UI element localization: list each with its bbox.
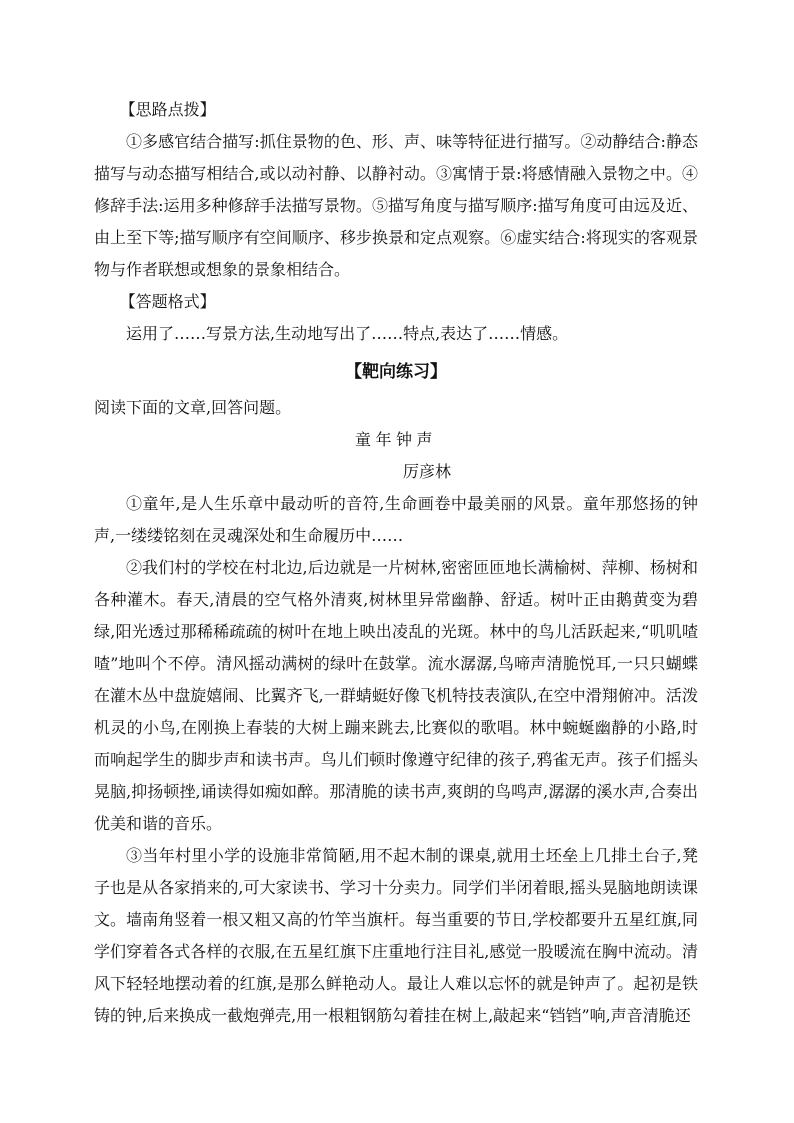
article-author: 厉彦林 [402, 462, 451, 481]
thinking-tips-label: 【思路点拨】 [119, 100, 216, 119]
article-paragraph-2: ②我们村的学校在村北边,后边就是一片树林,密密匝匝地长满榆树、萍柳、杨树和各种灌木。春天,清晨的空气格外清爽,树林里异常幽静、舒适。树叶正由鹅黄变为碧绿,阳光透过那稀稀疏疏的树叶在地上映出凌乱的光斑。林中的鸟儿活跃起来,“叽叽喳喳”地叫个不停。清风摇动满树的绿叶在鼓掌。流水潺潺,鸟啼声清脆悦耳,一只只蝴蝶在灌木丛中盘旋嬉闹、比翼齐飞,一群蜻蜓好像飞机特技表演队,在空中滑翔俯冲。活泼机灵的小鸟,在刚换上春装的大树上蹦来跳去,比赛似的歌唱。林中蜿蜒幽静的小路,时而响起学生的脚步声和读书声。鸟儿们顿时像遵守纪律的孩子,鸦雀无声。孩子们摇头晃脑,抑扬顿挫,诵读得如痴如醉。那清脆的读书声,爽朗的鸟鸣声,潺潺的溪水声,合奏出优美和谐的音乐。 [94, 558, 698, 833]
thinking-tips-text: ①多感官结合描写:抓住景物的色、形、声、味等特征进行描写。②动静结合:静态描写与动态描写相结合,或以动衬静、以静衬动。③寓情于景:将感情融入景物之中。④修辞手法:运用多种修辞手法描写景物。⑤描写角度与描写顺序:描写角度可由远及近、由上至下等;描写顺序有空间顺序、移步换景和定点观察。⑥虚实结合:将现实的客观景物与作者联想或想象的景象相结合。 [94, 132, 698, 279]
answer-format-label: 【答题格式】 [119, 292, 216, 311]
practice-heading: 【靶向练习】 [345, 362, 447, 382]
answer-format-text: 运用了……写景方法,生动地写出了……特点,表达了……情感。 [126, 324, 569, 343]
article-paragraph-3: ③当年村里小学的设施非常简陋,用不起木制的课桌,就用土坯垒上几排土台子,凳子也是从各家捎来的,可大家读书、学习十分卖力。同学们半闭着眼,摇头晃脑地朗读课文。墙南角竖着一根又粗又高的竹竿当旗杆。每当重要的节日,学校都要升五星红旗,同学们穿着各式各样的衣服,在五星红旗下庄重地行注目礼,感觉一股暖流在胸中流动。清风下轻轻地摆动着的红旗,是那么鲜艳动人。最让人难以忘怀的就是钟声了。起初是铁铸的钟,后来换成一截炮弹壳,用一根粗钢筋勾着挂在树上,敲起来“铛铛”响,声音清脆还 [94, 846, 698, 1025]
reading-instruction: 阅读下面的文章,回答问题。 [94, 398, 292, 417]
article-title: 童年钟声 [355, 430, 437, 449]
document-content [94, 94, 698, 1032]
article-paragraph-1: ①童年,是人生乐章中最动听的音符,生命画卷中最美丽的风景。童年那悠扬的钟声,一缕缕铭刻在灵魂深处和生命履历中…… [94, 494, 698, 545]
